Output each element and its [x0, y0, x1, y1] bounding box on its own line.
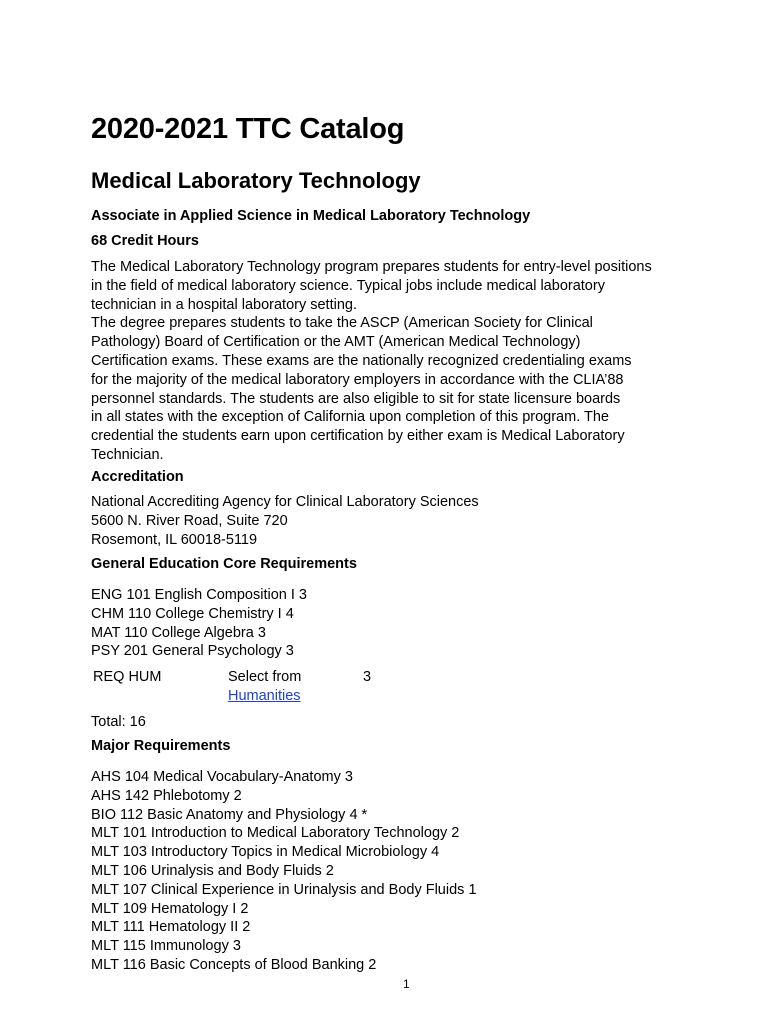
description-line: The Medical Laboratory Technology program prepares students for entry-level positions: [91, 259, 652, 275]
address-line: Rosemont, IL 60018-5119: [91, 531, 258, 548]
accreditation-heading: Accreditation: [91, 469, 184, 485]
description-line: personnel standards. The students are also eligible to sit for state licensure boards: [91, 390, 621, 407]
description-line: technician in a hospital laboratory setting.: [91, 296, 357, 313]
credit-hours: 68 Credit Hours: [91, 233, 199, 249]
description-line: for the majority of the medical laboratory employers in accordance with the CLIA’88: [91, 371, 624, 388]
course-item: MLT 101 Introduction to Medical Laboratory Technology 2: [91, 825, 460, 842]
course-item: BIO 112 Basic Anatomy and Physiology 4 *: [91, 806, 368, 823]
description-line: credential the students earn upon certification by either exam is Medical Laboratory: [91, 428, 625, 445]
course-item: AHS 142 Phlebotomy 2: [91, 787, 242, 804]
description-line: The degree prepares students to take the ASCP (American Society for Clinical: [91, 315, 593, 332]
gen-ed-heading: General Education Core Requirements: [91, 556, 357, 572]
address-line: National Accrediting Agency for Clinical Laboratory Sciences: [91, 494, 479, 510]
major-heading: Major Requirements: [91, 738, 231, 754]
course-item: MLT 111 Hematology II 2: [91, 919, 251, 936]
humanities-link[interactable]: Humanities: [228, 688, 301, 704]
course-item: AHS 104 Medical Vocabulary-Anatomy 3: [91, 769, 353, 785]
description-line: in the field of medical laboratory science. Typical jobs include medical laboratory: [91, 277, 605, 294]
page-number: 1: [403, 977, 410, 991]
course-item: MAT 110 College Algebra 3: [91, 624, 266, 641]
description-line: Technician.: [91, 446, 164, 463]
req-hum-select-text: Select from: [228, 669, 302, 685]
course-item: CHM 110 College Chemistry I 4: [91, 605, 294, 622]
description-line: Pathology) Board of Certification or the AMT (American Medical Technology): [91, 334, 581, 351]
course-item: MLT 103 Introductory Topics in Medical Microbiology 4: [91, 844, 440, 861]
address-line: 5600 N. River Road, Suite 720: [91, 512, 288, 529]
gen-ed-total: Total: 16: [91, 714, 146, 730]
accreditation-address: [91, 493, 479, 549]
course-item: MLT 116 Basic Concepts of Blood Banking 2: [91, 956, 377, 973]
course-item: MLT 109 Hematology I 2: [91, 900, 249, 917]
gen-ed-course-list: [91, 586, 307, 661]
program-title: Medical Laboratory Technology: [91, 168, 421, 193]
course-item: MLT 115 Immunology 3: [91, 938, 241, 955]
degree-heading: Associate in Applied Science in Medical Laboratory Technology: [91, 208, 531, 224]
course-item: MLT 106 Urinalysis and Body Fluids 2: [91, 862, 334, 879]
program-description: [91, 258, 652, 465]
req-hum-credits: 3: [363, 669, 372, 685]
course-item: ENG 101 English Composition I 3: [91, 587, 307, 603]
req-hum-code: REQ HUM: [93, 669, 162, 685]
catalog-title: 2020-2021 TTC Catalog: [91, 113, 405, 145]
description-line: Certification exams. These exams are the nationally recognized credentialing exams: [91, 352, 632, 369]
major-course-list: [91, 768, 477, 975]
course-item: MLT 107 Clinical Experience in Urinalysis and Body Fluids 1: [91, 881, 477, 898]
course-item: PSY 201 General Psychology 3: [91, 643, 294, 660]
description-line: in all states with the exception of California upon completion of this program. The: [91, 409, 609, 426]
